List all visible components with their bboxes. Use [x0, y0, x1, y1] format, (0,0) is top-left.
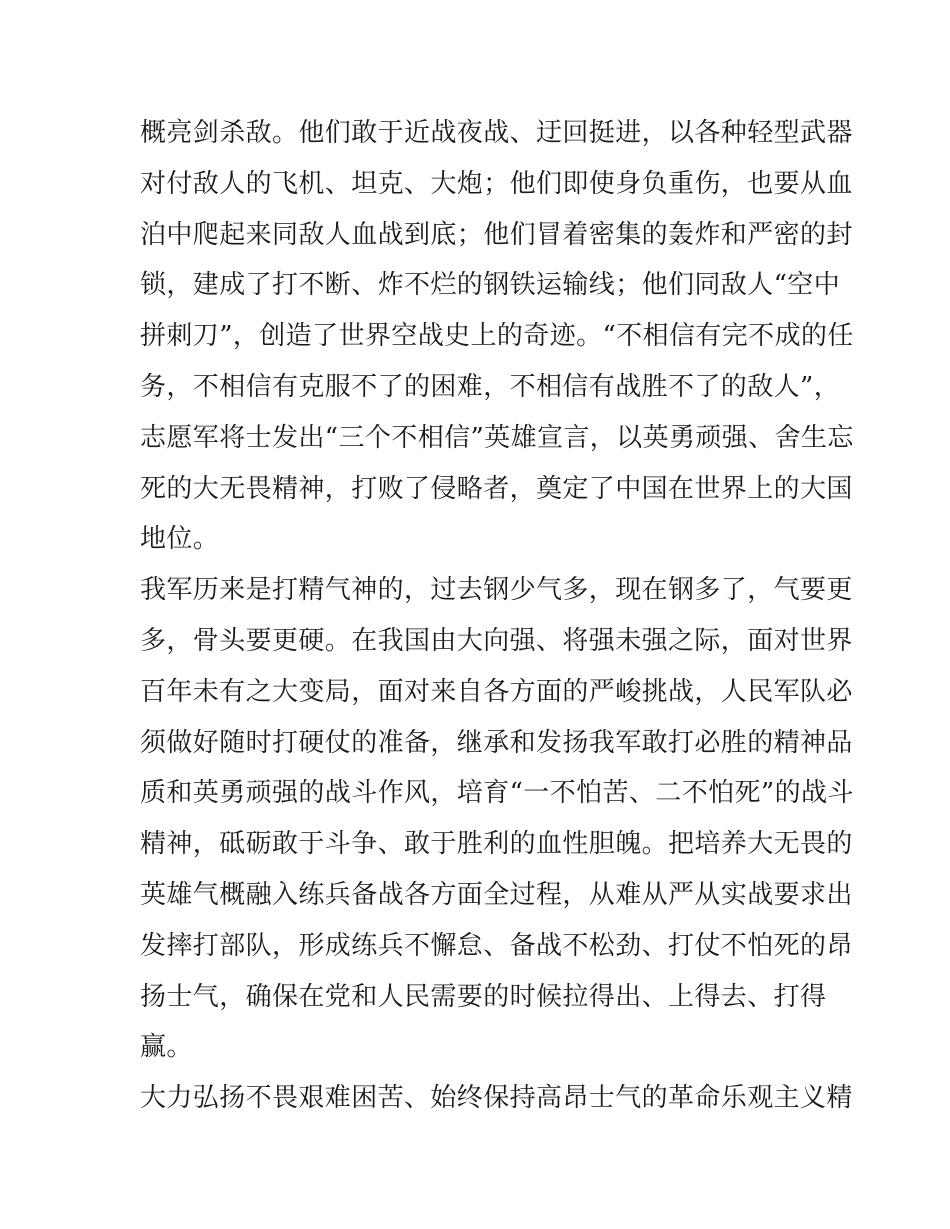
text-line: 须做好随时打硬仗的准备，继承和发扬我军敢打必胜的精神品 — [140, 727, 853, 758]
text-line: 大力弘扬不畏艰难困苦、始终保持高昂士气的革命乐观主义精 — [140, 1083, 853, 1114]
text-line: 务，不相信有克服不了的困难，不相信有战胜不了的敌人”， — [140, 371, 841, 402]
text-line: 发摔打部队，形成练兵不懈怠、备战不松劲、打仗不怕死的昂 — [140, 930, 853, 961]
text-line: 英雄气概融入练兵备战各方面全过程，从难从严从实战要求出 — [140, 879, 853, 910]
text-line: 百年未有之大变局，面对来自各方面的严峻挑战，人民军队必 — [140, 676, 853, 707]
text-line: 地位。 — [140, 524, 220, 555]
text-line: 质和英勇顽强的战斗作风，培育“一不怕苦、二不怕死”的战斗 — [140, 778, 854, 809]
text-line: 泊中爬起来同敌人血战到底；他们冒着密集的轰炸和严密的封 — [140, 219, 853, 250]
text-line: 精神，砥砺敢于斗争、敢于胜利的血性胆魄。把培养大无畏的 — [140, 829, 853, 860]
text-line: 锁，建成了打不断、炸不烂的钢铁运输线；他们同敌人“空中 — [140, 270, 841, 301]
text-line: 多，骨头要更硬。在我国由大向强、将强未强之际，面对世界 — [140, 625, 853, 656]
text-line: 对付敌人的飞机、坦克、大炮；他们即使身负重伤，也要从血 — [140, 168, 853, 199]
text-line: 扬士气，确保在党和人民需要的时候拉得出、上得去、打得 — [140, 981, 827, 1012]
document-body — [140, 108, 854, 1124]
text-line: 赢。 — [140, 1032, 193, 1063]
text-line: 拼刺刀”，创造了世界空战史上的奇迹。“不相信有完不成的任 — [140, 321, 854, 352]
text-line: 志愿军将士发出“三个不相信”英雄宣言，以英勇顽强、舍生忘 — [140, 422, 854, 453]
text-line: 我军历来是打精气神的，过去钢少气多，现在钢多了，气要更 — [140, 575, 853, 606]
text-line: 概亮剑杀敌。他们敢于近战夜战、迂回挺进，以各种轻型武器 — [140, 118, 853, 148]
text-line: 死的大无畏精神，打败了侵略者，奠定了中国在世界上的大国 — [140, 473, 853, 504]
